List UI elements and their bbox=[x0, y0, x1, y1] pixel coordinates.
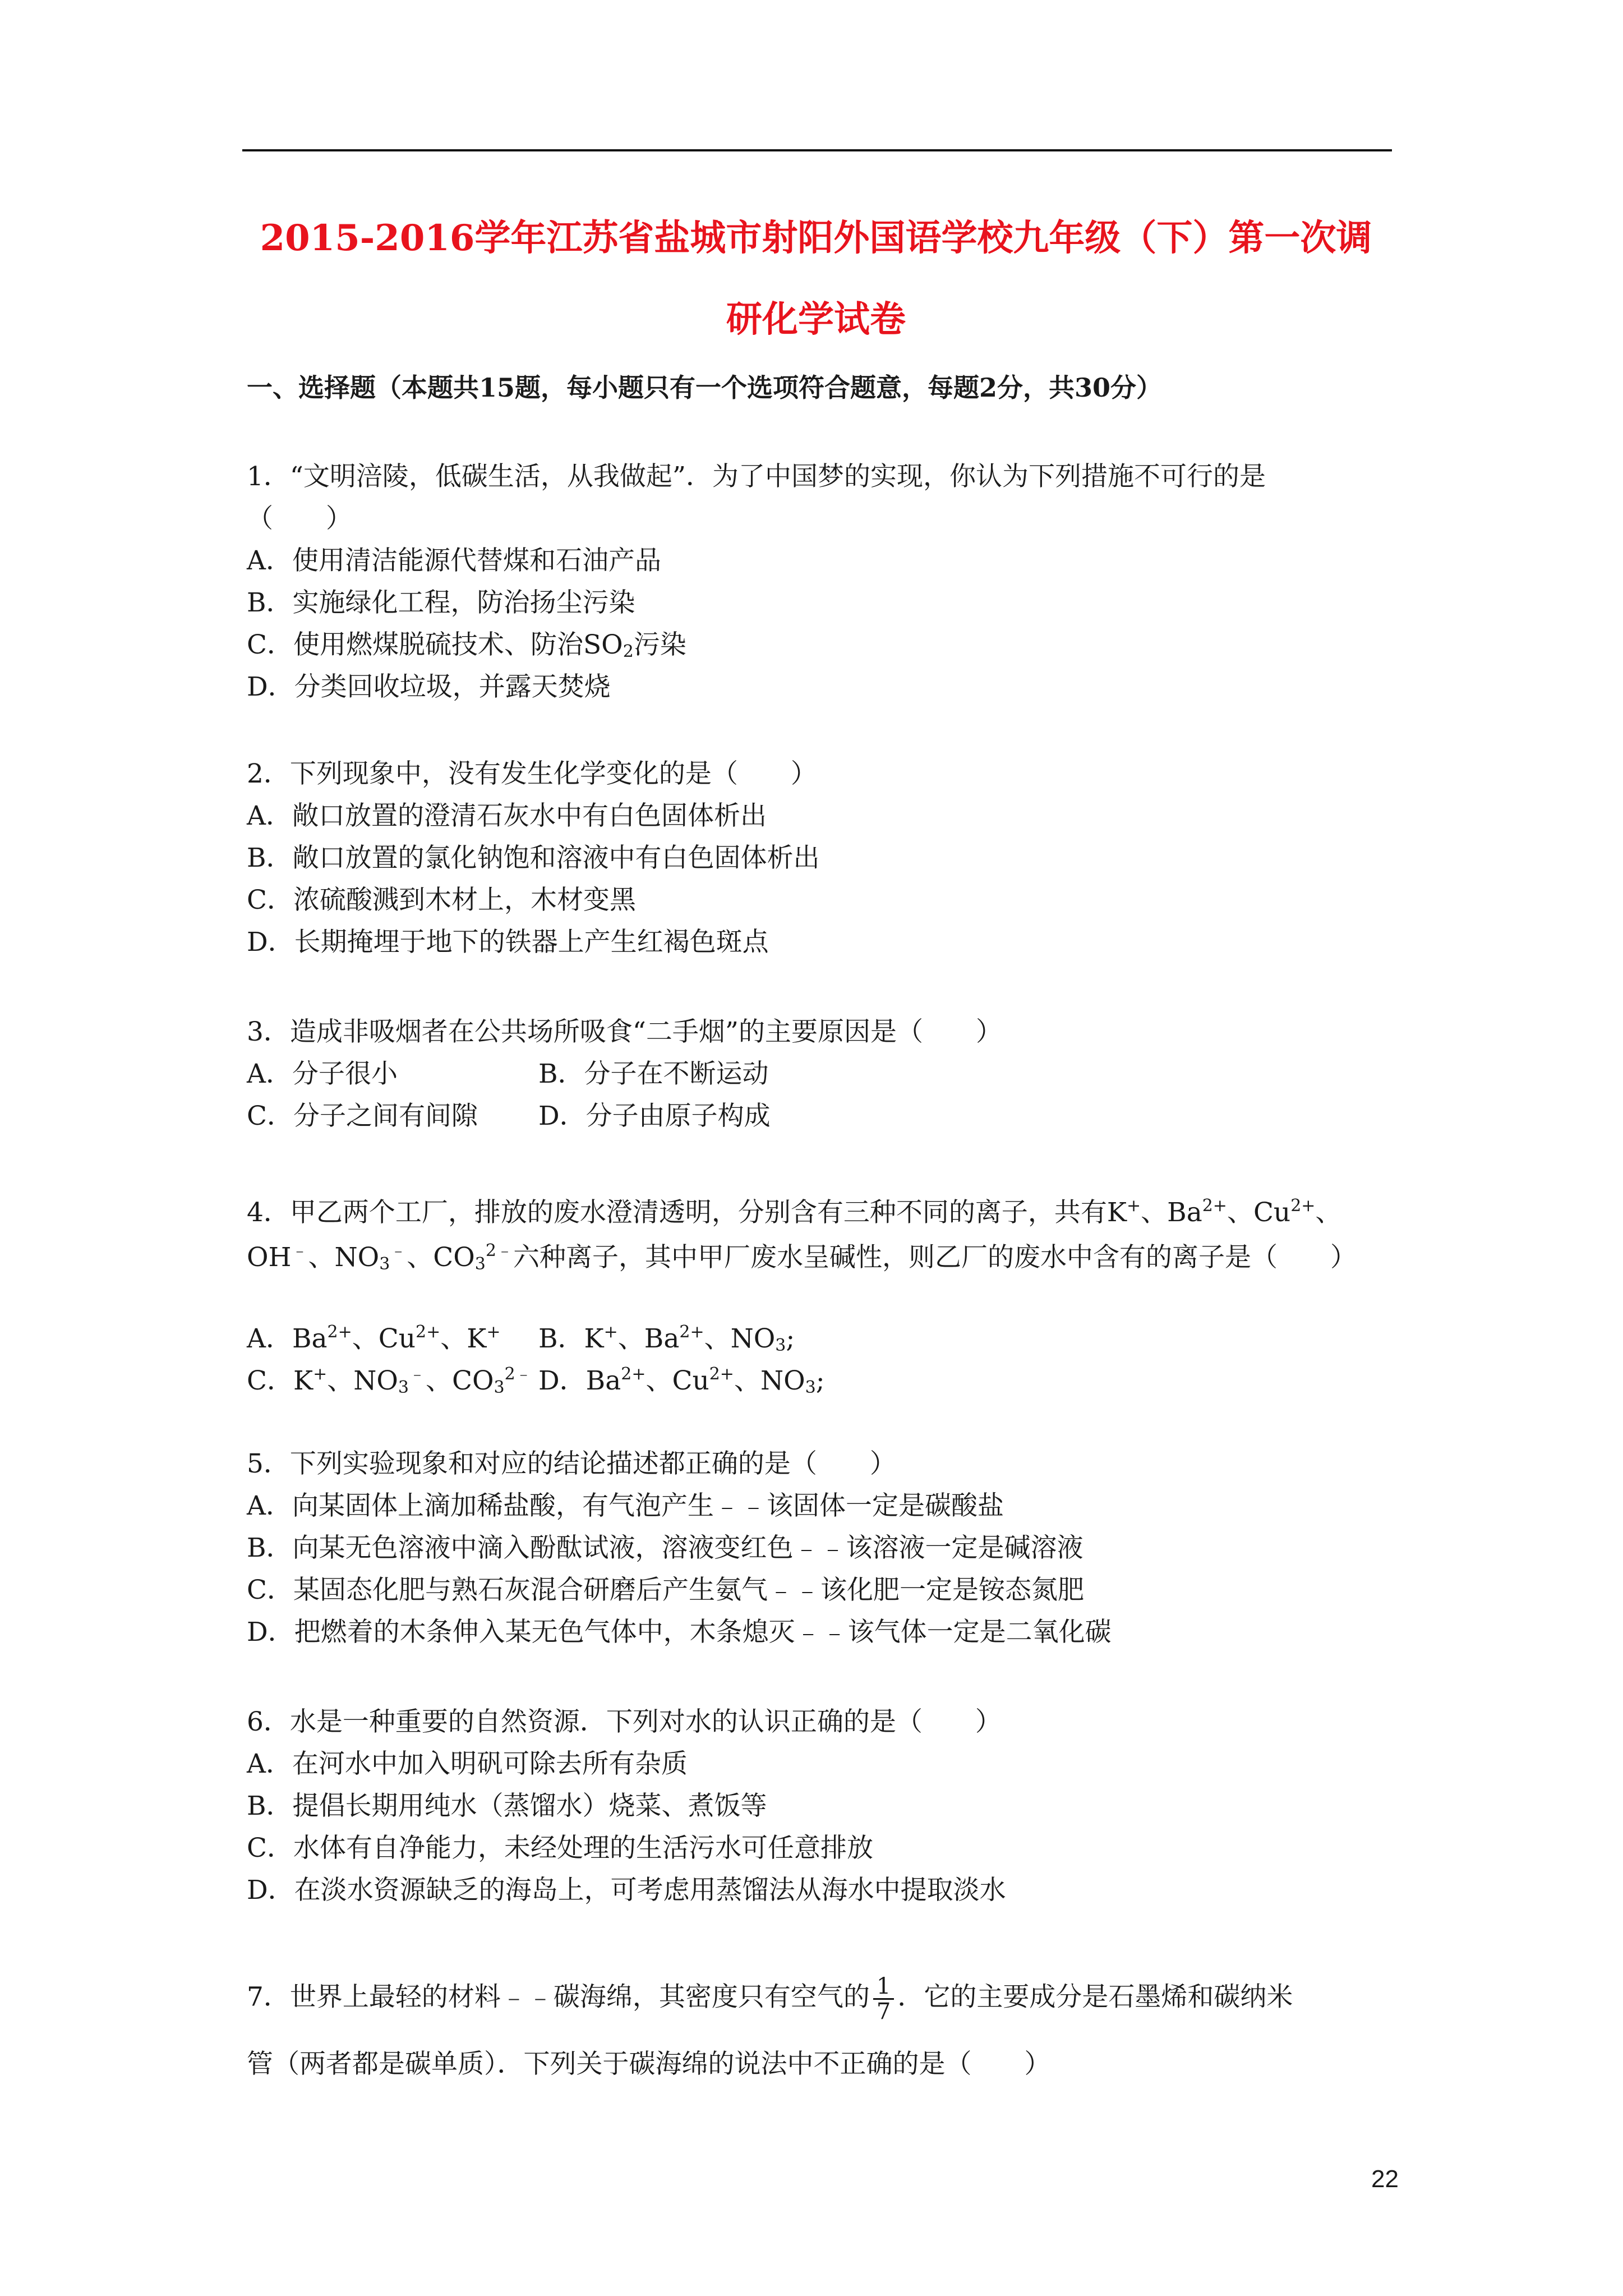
q1-option-b: B．实施绿化工程，防治扬尘污染 bbox=[247, 587, 635, 618]
q5-option-c: C．某固态化肥与熟石灰混合研磨后产生氨气﹣﹣该化肥一定是铵态氮肥 bbox=[247, 1575, 1084, 1605]
q2-option-d: D．长期掩埋于地下的铁器上产生红褐色斑点 bbox=[247, 927, 769, 958]
q1-option-c: C．使用燃煤脱硫技术、防治$SO_2$污染 bbox=[247, 629, 686, 661]
q2-stem: 2．下列现象中，没有发生化学变化的是（ ） bbox=[247, 758, 817, 789]
q3-stem: 3．造成非吸烟者在公共场所吸食“二手烟”的主要原因是（ ） bbox=[247, 1016, 1002, 1047]
q6-stem: 6．水是一种重要的自然资源．下列对水的认识正确的是（ ） bbox=[247, 1706, 1002, 1737]
q1-paren: （ ） bbox=[247, 503, 352, 534]
q1-stem: 1．“文明涪陵，低碳生活，从我做起”．为了中国梦的实现，你认为下列措施不可行的是 bbox=[247, 461, 1266, 492]
q3-option-b: B．分子在不断运动 bbox=[538, 1059, 769, 1089]
q5-option-d: D．把燃着的木条伸入某无色气体中，木条熄灭﹣﹣该气体一定是二氧化碳 bbox=[247, 1617, 1112, 1648]
q2-option-c: C．浓硫酸溅到木材上，木材变黑 bbox=[247, 885, 636, 915]
q4-option-b: B．K+、$Ba^{2+}$、$NO_3$; bbox=[538, 1322, 795, 1355]
q1-option-a: A．使用清洁能源代替煤和石油产品 bbox=[247, 545, 661, 576]
q6-option-b: B．提倡长期用纯水（蒸馏水）烧菜、煮饭等 bbox=[247, 1791, 767, 1821]
q2-option-b: B．敞口放置的氯化钠饱和溶液中有白色固体析出 bbox=[247, 843, 820, 873]
header-rule bbox=[242, 149, 1392, 151]
page-number: 22 bbox=[1371, 2165, 1399, 2193]
q7-stem-line2: 管（两者都是碳单质）．下列关于碳海绵的说法中不正确的是（ ） bbox=[247, 2049, 1051, 2079]
q1-option-d: D．分类回收垃圾，并露天焚烧 bbox=[247, 671, 611, 702]
q2-option-a: A．敞口放置的澄清石灰水中有白色固体析出 bbox=[247, 800, 767, 831]
q5-option-b: B．向某无色溶液中滴入酚酞试液，溶液变红色﹣﹣该溶液一定是碱溶液 bbox=[247, 1533, 1083, 1563]
exam-title-line2: 研化学试卷 bbox=[726, 298, 906, 341]
q4-stem-line1: 4．甲乙两个工厂，排放的废水澄清透明，分别含有三种不同的离子，共有K+、$Ba^{2+}$、$Cu^{2+}$、 bbox=[247, 1196, 1342, 1228]
section-heading: 一、选择题（本题共15题，每小题只有一个选项符合题意，每题2分，共30分） bbox=[247, 372, 1163, 403]
q7-stem-line1: 7．世界上最轻的材料﹣﹣碳海绵，其密度只有空气的 $\frac{1}{7}$ ．它的主要成分是石墨烯和碳纳米 bbox=[247, 1973, 1293, 2024]
fraction-one-seventh: $\frac{1}{7}$ bbox=[873, 1975, 894, 2023]
q4-option-a: A．$Ba^{2+}$、$Cu^{2+}$、K+ bbox=[247, 1322, 501, 1354]
q3-option-d: D．分子由原子构成 bbox=[538, 1101, 771, 1131]
exam-title-line1: 2015-2016学年江苏省盐城市射阳外国语学校九年级（下）第一次调 bbox=[260, 217, 1372, 259]
q6-option-d: D．在淡水资源缺乏的海岛上，可考虑用蒸馏法从海水中提取淡水 bbox=[247, 1875, 1006, 1906]
q3-option-c: C．分子之间有间隙 bbox=[247, 1101, 478, 1131]
q5-option-a: A．向某固体上滴加稀盐酸，有气泡产生﹣﹣该固体一定是碳酸盐 bbox=[247, 1490, 1004, 1521]
q3-option-a: A．分子很小 bbox=[247, 1059, 398, 1089]
q4-stem-line2: OH﹣、$NO_3^﹣$、$CO_3^{2﹣}$六种离子，其中甲厂废水呈碱性，则乙厂的废水中含有的离子是（ ） bbox=[247, 1241, 1357, 1274]
q6-option-a: A．在河水中加入明矾可除去所有杂质 bbox=[247, 1749, 688, 1779]
q5-stem: 5．下列实验现象和对应的结论描述都正确的是（ ） bbox=[247, 1448, 896, 1479]
q6-option-c: C．水体有自净能力，未经处理的生活污水可任意排放 bbox=[247, 1833, 873, 1864]
q4-option-c: C．K+、$NO_3^﹣$、$CO_3^{2﹣}$ bbox=[247, 1364, 532, 1397]
q4-option-d: D．$Ba^{2+}$、$Cu^{2+}$、$NO_3$; bbox=[538, 1364, 825, 1397]
